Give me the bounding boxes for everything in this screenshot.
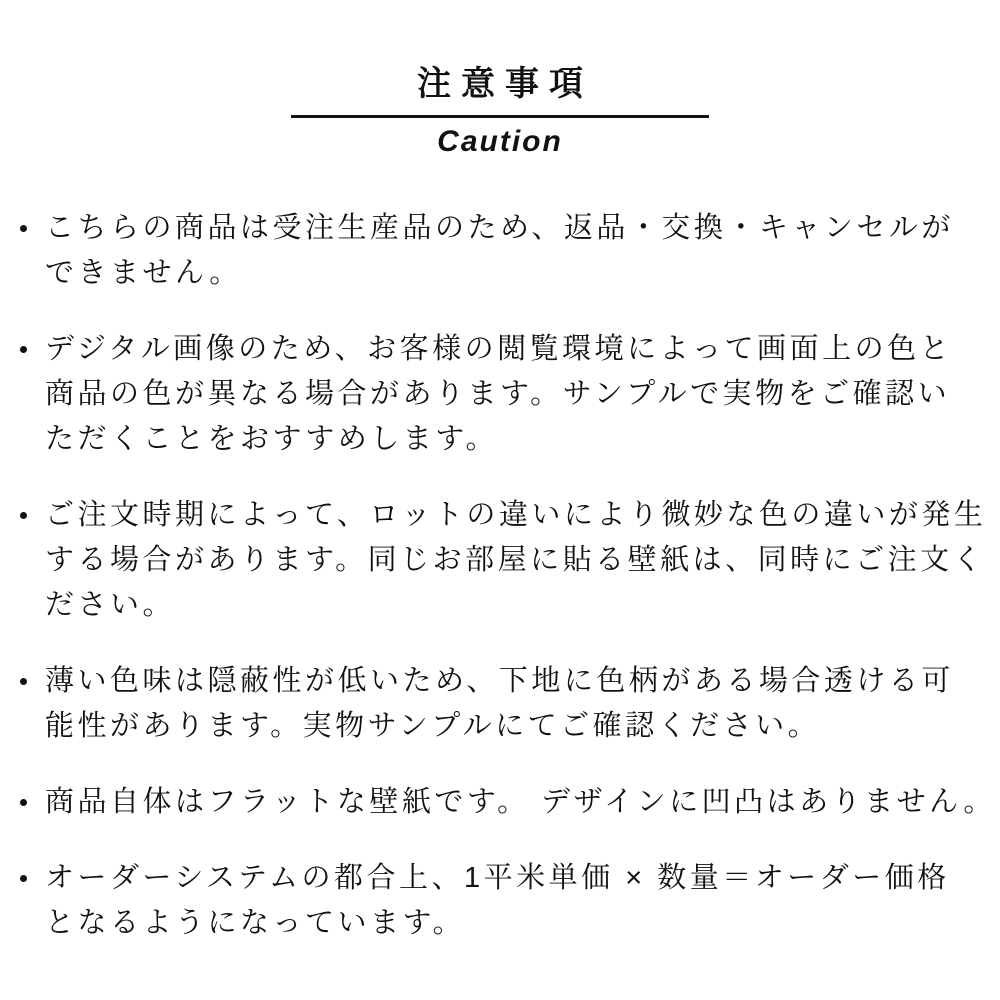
note-line: こちらの商品は受注生産品のため、返品・交換・キャンセルが	[45, 211, 954, 244]
note-line: デジタル画像のため、お客様の閲覧環境によって画面上の色と	[45, 332, 953, 365]
note-line: する場合があります。同じお部屋に貼る壁紙は、同時にご注文く	[45, 543, 986, 576]
note-text	[45, 327, 982, 462]
bullet-dot-icon	[20, 799, 27, 806]
note-text	[45, 493, 987, 628]
bullet-dot-icon	[20, 346, 27, 353]
note-text	[45, 659, 982, 749]
note-text	[45, 856, 982, 946]
bullet-dot-icon	[20, 875, 27, 882]
note-item	[20, 856, 982, 946]
bullet-dot-icon	[20, 512, 27, 519]
bullet-dot-icon	[20, 678, 27, 685]
note-text	[45, 206, 982, 296]
caution-header	[0, 0, 1000, 160]
note-line: ださい。	[45, 588, 176, 621]
page-title: 注意事項	[417, 65, 593, 103]
note-line: ただくことをおすすめします。	[45, 422, 498, 455]
bullet-dot-icon	[20, 225, 27, 232]
note-line: となるようになっています。	[45, 906, 466, 939]
note-item	[20, 206, 982, 296]
page-subtitle: Caution	[437, 124, 563, 158]
note-item	[20, 493, 987, 628]
note-line: オーダーシステムの都合上、1平米単価 × 数量＝オーダー価格	[45, 861, 950, 894]
note-item	[20, 780, 996, 825]
note-text	[45, 780, 996, 825]
note-line: 商品自体はフラットな壁紙です。 デザインに凹凸はありません。	[45, 785, 996, 818]
note-line: できません。	[45, 256, 242, 289]
note-item	[20, 327, 982, 462]
note-line: 商品の色が異なる場合があります。サンプルで実物をご確認い	[45, 377, 951, 410]
note-line: ご注文時期によって、ロットの違いにより微妙な色の違いが発生	[45, 498, 987, 531]
title-underline	[291, 115, 709, 118]
note-line: 能性があります。実物サンプルにてご確認ください。	[45, 709, 821, 742]
notes-list	[20, 206, 996, 946]
note-item	[20, 659, 982, 749]
note-line: 薄い色味は隠蔽性が低いため、下地に色柄がある場合透ける可	[45, 664, 954, 697]
